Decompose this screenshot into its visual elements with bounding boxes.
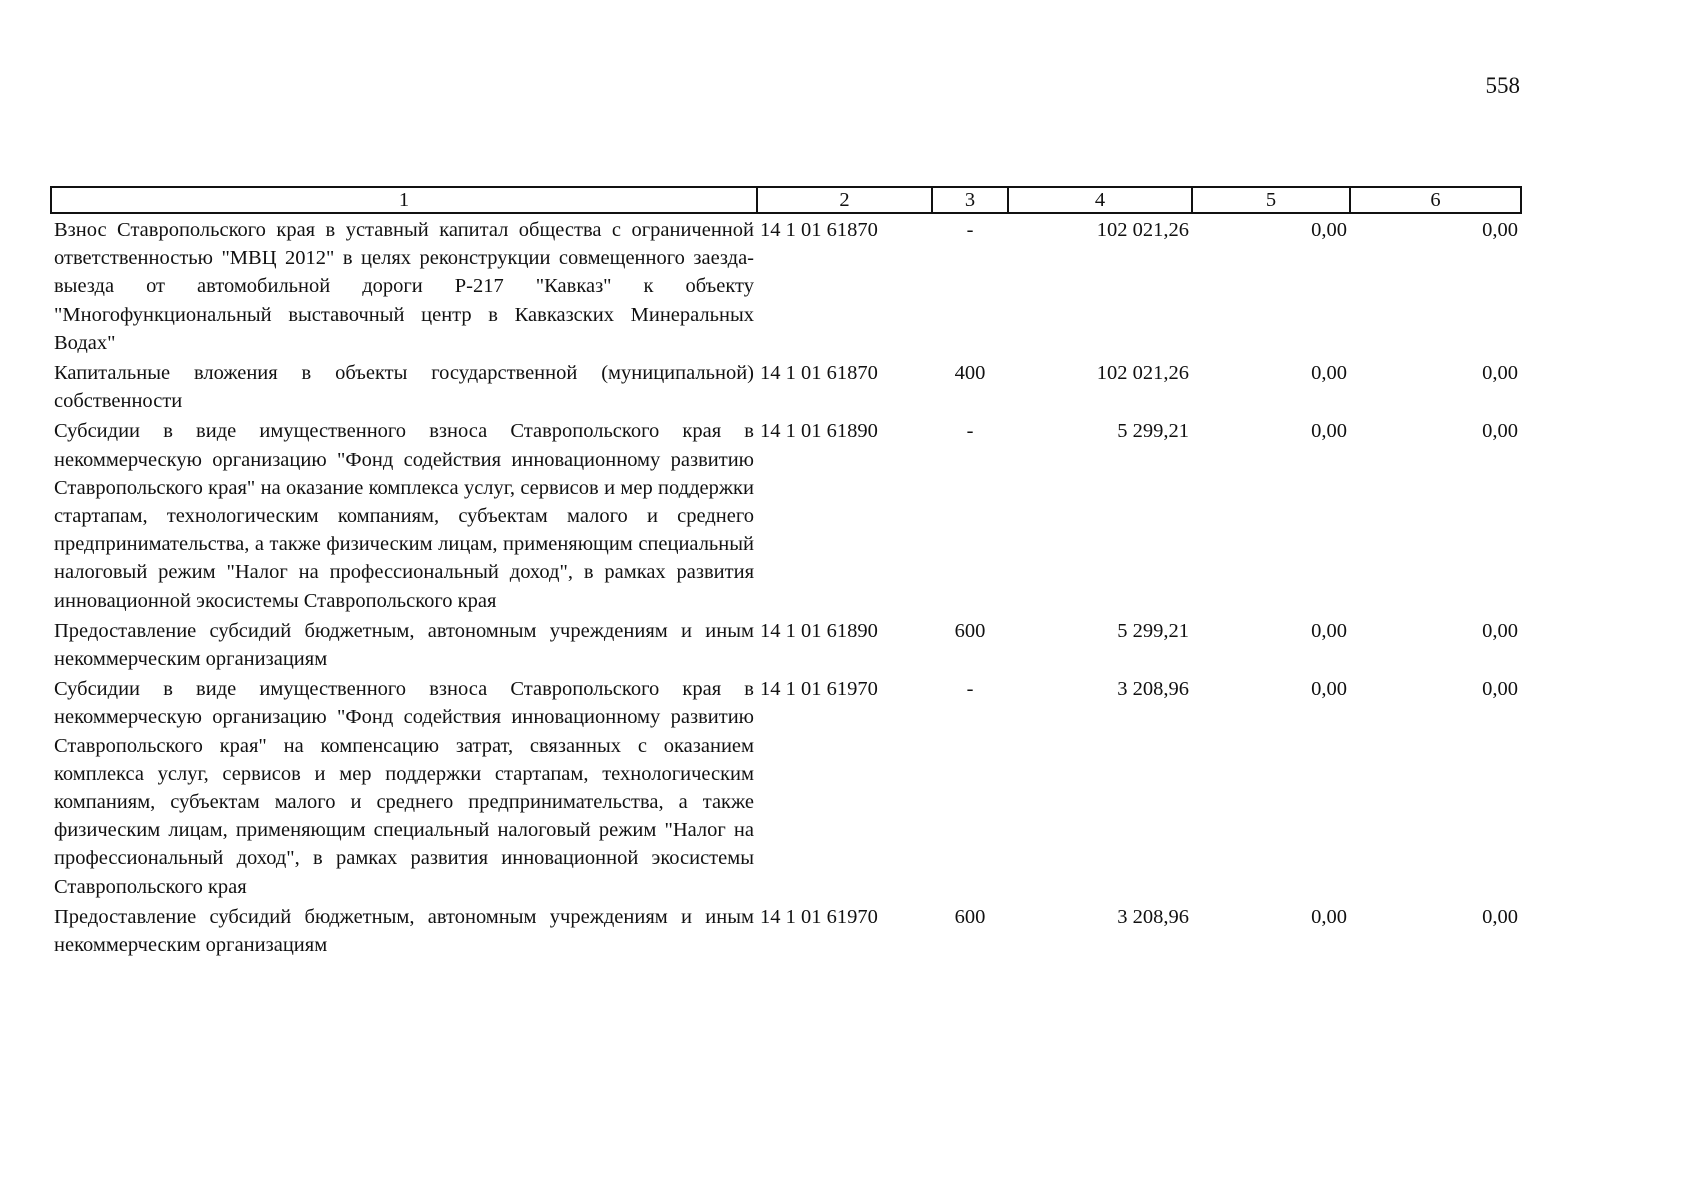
- row-value-6: 0,00: [1482, 219, 1518, 241]
- row-code: 14 1 01 61890: [760, 619, 878, 642]
- row-value-6: 0,00: [1482, 619, 1518, 642]
- row-type: -: [966, 420, 974, 443]
- row-type: 400: [954, 362, 986, 385]
- row-value-5: 0,00: [1311, 219, 1347, 241]
- row-code: 14 1 01 61970: [760, 905, 878, 928]
- header-col-2: 2: [757, 187, 932, 213]
- row-value-4: 3 208,96: [1117, 678, 1189, 701]
- page-number: 558: [1485, 73, 1520, 98]
- table-row: [51, 415, 1521, 614]
- header-col-4: 4: [1008, 187, 1192, 213]
- header-col-5: 5: [1192, 187, 1350, 213]
- row-code: 14 1 01 61890: [760, 420, 878, 443]
- row-name: Капитальные вложения в объекты государственной (муниципальной) собственности: [54, 362, 754, 413]
- row-value-6: 0,00: [1482, 678, 1518, 701]
- row-value-6: 0,00: [1482, 420, 1518, 443]
- table-row: [51, 901, 1521, 959]
- row-code: 14 1 01 61970: [760, 678, 878, 701]
- row-type: -: [966, 219, 974, 241]
- budget-table: [50, 186, 1522, 959]
- row-value-4: 102 021,26: [1096, 219, 1189, 241]
- row-type: -: [966, 678, 974, 701]
- table-row: [51, 673, 1521, 901]
- table-body: [51, 213, 1521, 959]
- row-value-5: 0,00: [1311, 619, 1347, 642]
- table-row: [51, 213, 1521, 357]
- row-type: 600: [954, 619, 986, 642]
- row-value-4: 102 021,26: [1096, 362, 1189, 385]
- row-code: 14 1 01 61870: [760, 219, 878, 241]
- header-col-6: 6: [1350, 187, 1521, 213]
- row-type: 600: [954, 905, 986, 928]
- row-name: Субсидии в виде имущественного взноса Ставропольского края в некоммерческую организацию "Фонд содействия инновационному развитию Ставропольского края" на компенсацию затрат, связанных с оказанием комплекса услуг, сервисов и мер поддержки стартапам, технологическим компаниям, субъектам малого и среднего предпринимательства, а также физическим лицам, применяющим специальный налоговый режим "Налог на профессиональный доход", в рамках развития инновационной экосистемы Ставропольского края: [54, 678, 754, 898]
- row-code: 14 1 01 61870: [760, 362, 878, 385]
- row-value-4: 5 299,21: [1117, 619, 1189, 642]
- header-col-1: 1: [51, 187, 757, 213]
- row-name: Взнос Ставропольского края в уставный капитал общества с ограниченной ответственностью "МВЦ 2012" в целях реконструкции совмещенного заезда-выезда от автомобильной дороги Р-217 "Кавказ" к объекту "Многофункциональный выставочный центр в Кавказских Минеральных Водах": [54, 219, 754, 354]
- row-value-5: 0,00: [1311, 678, 1347, 701]
- table-header: [51, 187, 1521, 213]
- row-value-4: 5 299,21: [1117, 420, 1189, 443]
- row-value-5: 0,00: [1311, 905, 1347, 928]
- row-value-5: 0,00: [1311, 362, 1347, 385]
- row-name: Предоставление субсидий бюджетным, автономным учреждениям и иным некоммерческим организациям: [54, 619, 754, 671]
- table-row: [51, 615, 1521, 673]
- header-col-3: 3: [932, 187, 1008, 213]
- row-value-6: 0,00: [1482, 362, 1518, 385]
- row-name: Субсидии в виде имущественного взноса Ставропольского края в некоммерческую организацию "Фонд содействия инновационному развитию Ставропольского края" на оказание комплекса услуг, сервисов и мер поддержки стартапам, технологическим компаниям, субъектам малого и среднего предпринимательства, а также физическим лицам, применяющим специальный налоговый режим "Налог на профессиональный доход", в рамках развития инновационной экосистемы Ставропольского края: [54, 420, 754, 612]
- row-value-4: 3 208,96: [1117, 905, 1189, 928]
- row-value-5: 0,00: [1311, 420, 1347, 443]
- table-row: [51, 357, 1521, 415]
- header-row: [51, 187, 1521, 213]
- row-name: Предоставление субсидий бюджетным, автономным учреждениям и иным некоммерческим организациям: [54, 905, 754, 957]
- row-value-6: 0,00: [1482, 905, 1518, 928]
